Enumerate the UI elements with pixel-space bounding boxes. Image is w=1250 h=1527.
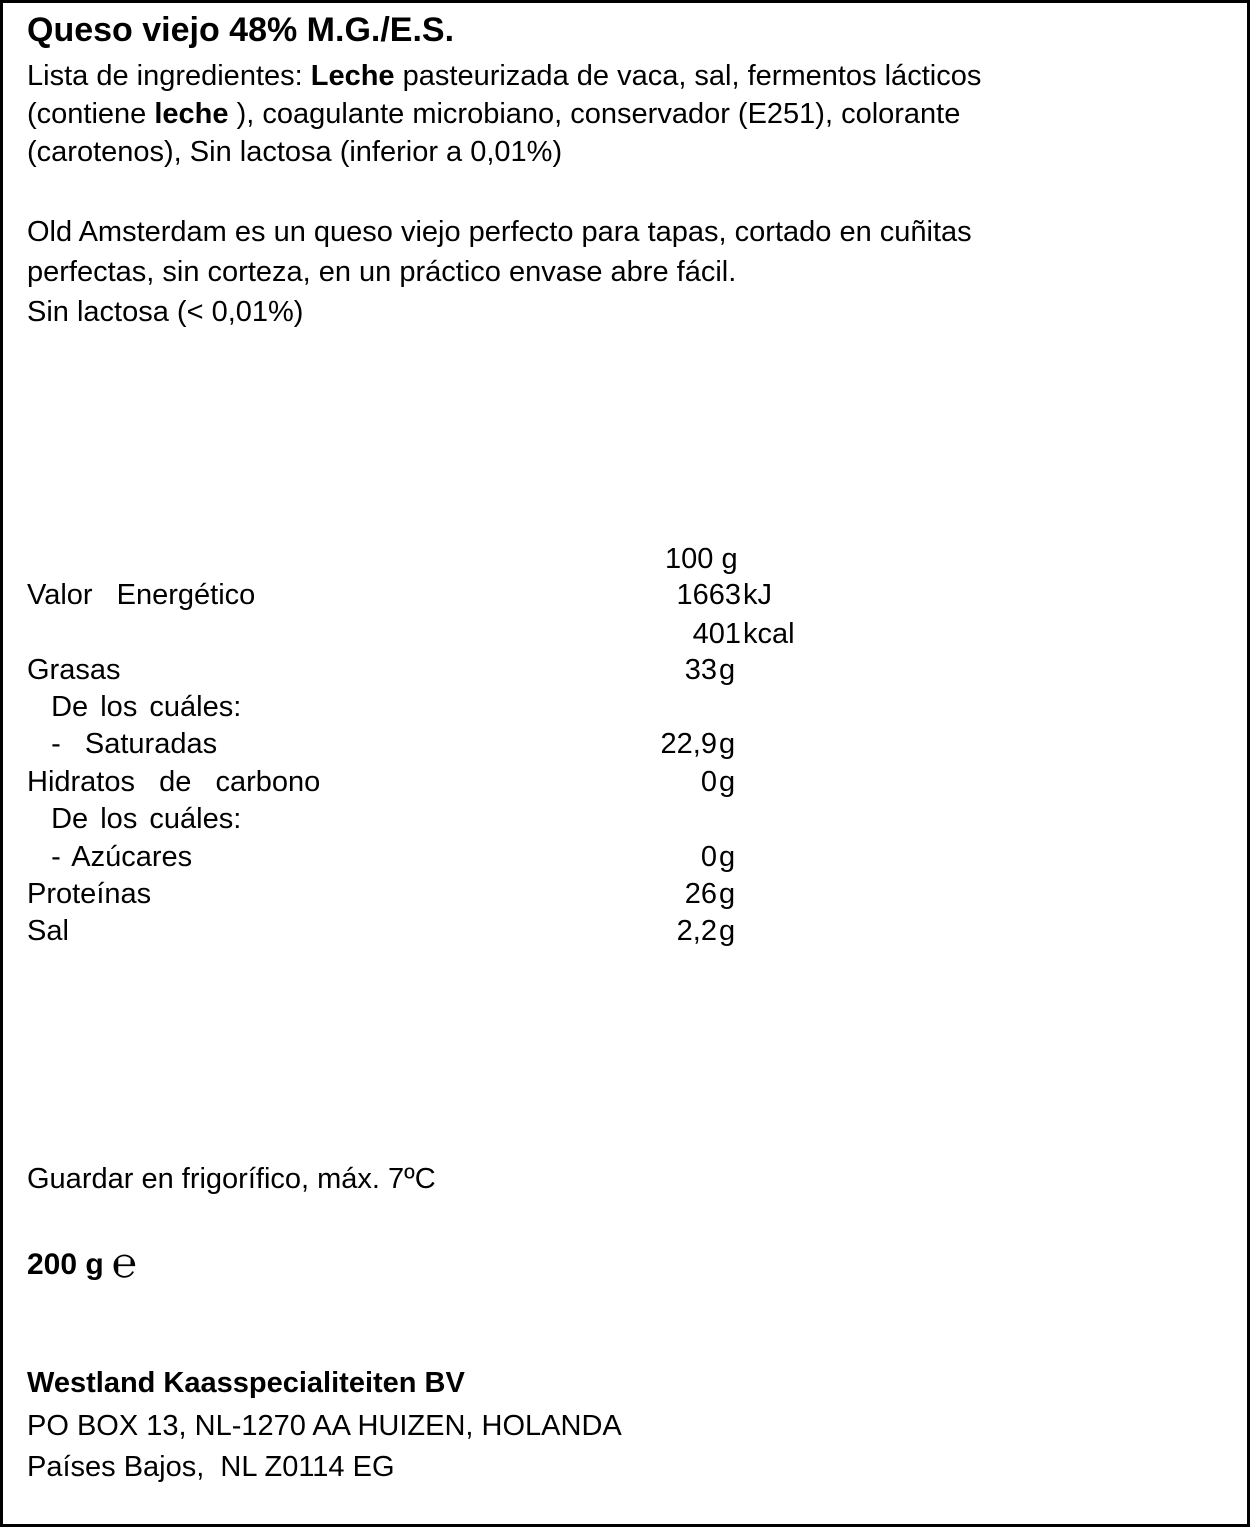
net-weight-value: 200 g <box>27 1248 104 1281</box>
nutrition-value: 0 <box>700 841 717 873</box>
nutrition-row-saturated <box>27 725 827 761</box>
nutrition-row-fat <box>27 651 827 687</box>
nutrition-row-of-which <box>27 688 827 724</box>
nutrition-value: 1663 <box>676 579 741 611</box>
nutrition-row-energy-kcal <box>27 615 827 651</box>
estimated-sign-icon: ℮ <box>111 1238 137 1288</box>
nutrition-unit: g <box>719 766 736 798</box>
nutrition-label: - Azúcares <box>27 841 193 873</box>
ingredients-text: pasteurizada de vaca, sal, fermentos lácticos <box>394 60 982 92</box>
ingredients-text: (contiene <box>27 98 155 130</box>
nutrition-unit: g <box>719 915 736 947</box>
ingredients-text: ), coagulante microbiano, conservador (E251), colorante <box>228 98 961 130</box>
company-address: PO BOX 13, NL-1270 AA HUIZEN, HOLANDA <box>27 1410 622 1442</box>
nutrition-label: De los cuáles: <box>27 803 242 835</box>
nutrition-value: 0 <box>700 766 717 798</box>
nutrition-unit: kcal <box>743 618 795 650</box>
nutrition-row-carbs <box>27 763 827 799</box>
nutrition-row-salt <box>27 912 827 948</box>
allergen-highlight: Leche <box>310 60 395 92</box>
nutrition-unit: g <box>719 841 736 873</box>
storage-instructions: Guardar en frigorífico, máx. 7ºC <box>27 1163 436 1195</box>
nutrition-unit: g <box>719 728 736 760</box>
ingredients-line <box>27 133 1177 171</box>
ingredients-line <box>27 95 1177 133</box>
nutrition-unit: kJ <box>743 579 772 611</box>
product-description <box>27 213 972 333</box>
nutrition-value: 33 <box>684 654 717 686</box>
net-weight <box>27 1238 137 1288</box>
nutrition-label: Sal <box>27 915 69 947</box>
ingredients-text: (carotenos), Sin lactosa (inferior a 0,01%) <box>27 136 563 168</box>
nutrition-row-sugars <box>27 838 827 874</box>
nutrition-value: 401 <box>692 618 741 650</box>
description-line: Sin lactosa (< 0,01%) <box>27 296 304 328</box>
ingredients-text: Lista de ingredientes: <box>27 60 311 92</box>
nutrition-value: 26 <box>684 878 717 910</box>
nutrition-label: Grasas <box>27 654 121 686</box>
nutrition-unit: g <box>719 654 736 686</box>
nutrition-row-protein <box>27 875 827 911</box>
description-line: perfectas, sin corteza, en un práctico envase abre fácil. <box>27 256 737 288</box>
nutrition-label: Valor Energético <box>27 579 256 611</box>
nutrition-label: Proteínas <box>27 878 152 910</box>
company-name: Westland Kaasspecialiteiten BV <box>27 1367 465 1399</box>
nutrition-row-energy-kj <box>27 576 827 612</box>
nutrition-row-of-which <box>27 800 827 836</box>
nutrition-label: Hidratos de carbono <box>27 766 321 798</box>
nutrition-value: 22,9 <box>660 728 717 760</box>
company-country-code: Países Bajos, NL Z0114 EG <box>27 1451 395 1483</box>
ingredients-list <box>27 57 1177 171</box>
allergen-highlight: leche <box>154 98 229 130</box>
nutrition-label: - Saturadas <box>27 728 218 760</box>
nutrition-per-header: 100 g <box>665 543 738 575</box>
ingredients-line <box>27 57 1177 95</box>
nutrition-label: De los cuáles: <box>27 691 242 723</box>
nutrition-unit: g <box>719 878 736 910</box>
product-title: Queso viejo 48% M.G./E.S. <box>27 11 455 49</box>
nutrition-value: 2,2 <box>676 915 717 947</box>
description-line: Old Amsterdam es un queso viejo perfecto para tapas, cortado en cuñitas <box>27 216 972 248</box>
